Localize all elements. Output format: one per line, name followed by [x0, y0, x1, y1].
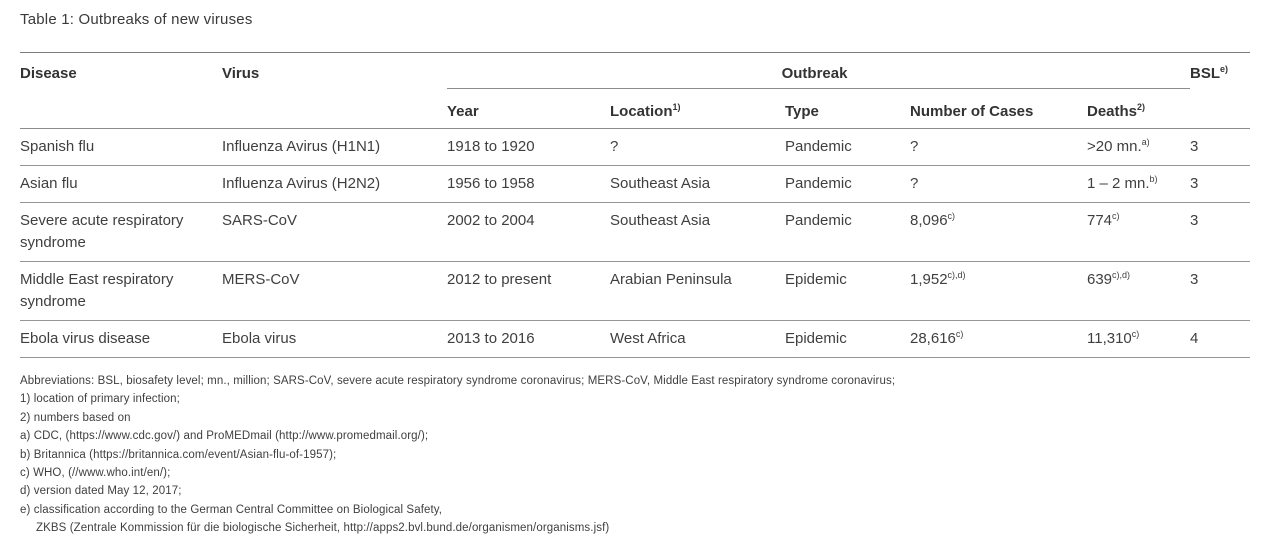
cell-value: 3	[1190, 212, 1199, 229]
cell-type	[785, 262, 910, 321]
footnote-marker: c)	[955, 329, 964, 339]
cell-cases	[910, 262, 1087, 321]
col-header-location	[610, 89, 785, 129]
cell-disease	[20, 203, 222, 262]
col-header-year	[447, 89, 610, 129]
cell-value: Pandemic	[785, 138, 852, 155]
col-header-cases-label: Number of Cases	[910, 103, 1034, 120]
col-header-virus-label: Virus	[222, 65, 260, 82]
cell-value: 1,952	[910, 271, 948, 288]
cell-value: 1918 to 1920	[447, 138, 535, 155]
cell-value: Asian flu	[20, 175, 78, 192]
cell-disease	[20, 166, 222, 203]
cell-cases	[910, 321, 1087, 358]
cell-deaths	[1087, 166, 1190, 203]
col-header-deaths-label: Deaths	[1087, 103, 1138, 120]
cell-cases	[910, 166, 1087, 203]
cell-bsl	[1190, 129, 1250, 166]
footnote-line: 1) location of primary infection;	[20, 393, 180, 406]
col-header-bsl-label: BSL	[1190, 65, 1221, 82]
table-row	[20, 321, 1250, 358]
table-title: Table 1: Outbreaks of new viruses	[20, 11, 253, 28]
cell-value: Southeast Asia	[610, 175, 711, 192]
cell-year	[447, 203, 610, 262]
col-header-deaths-note: 2)	[1137, 102, 1146, 112]
cell-virus	[222, 129, 447, 166]
cell-disease	[20, 321, 222, 358]
cell-value: >20 mn.	[1087, 138, 1142, 155]
cell-type	[785, 321, 910, 358]
cell-value: West Africa	[610, 330, 686, 347]
cell-virus	[222, 321, 447, 358]
footnote-marker: c),d)	[1112, 270, 1131, 280]
cell-cases	[910, 203, 1087, 262]
cell-value: 11,310	[1087, 330, 1132, 347]
col-header-disease-label: Disease	[20, 65, 77, 82]
cell-value: MERS-CoV	[222, 271, 300, 288]
col-header-location-label: Location	[610, 103, 673, 120]
col-header-cases	[910, 89, 1087, 129]
footnote-line: 2) numbers based on	[20, 411, 131, 424]
cell-value: ?	[610, 138, 619, 155]
cell-type	[785, 166, 910, 203]
cell-deaths	[1087, 129, 1190, 166]
cell-location	[610, 203, 785, 262]
cell-value: Ebola virus disease	[20, 330, 151, 347]
cell-value: Influenza Avirus (H1N1)	[222, 138, 381, 155]
cell-value: 4	[1190, 330, 1199, 347]
cell-year	[447, 321, 610, 358]
cell-value: Spanish flu	[20, 138, 95, 155]
cell-value: 3	[1190, 138, 1199, 155]
cell-value: 2013 to 2016	[447, 330, 535, 347]
cell-cases	[910, 129, 1087, 166]
footnote-line: d) version dated May 12, 2017;	[20, 485, 182, 498]
cell-bsl	[1190, 321, 1250, 358]
cell-value: Influenza Avirus (H2N2)	[222, 175, 381, 192]
cell-virus	[222, 262, 447, 321]
footnote-line: b) Britannica (https://britannica.com/event/Asian-flu-of-1957);	[20, 448, 337, 461]
footnote-marker: a)	[1141, 137, 1150, 147]
cell-type	[785, 203, 910, 262]
cell-location	[610, 321, 785, 358]
cell-bsl	[1190, 166, 1250, 203]
table-header	[20, 53, 1250, 129]
cell-disease	[20, 262, 222, 321]
cell-value: 2012 to present	[447, 271, 552, 288]
col-header-bsl	[1190, 53, 1250, 129]
table-row	[20, 262, 1250, 321]
cell-value: Pandemic	[785, 175, 852, 192]
cell-value: 8,096	[910, 212, 948, 229]
cell-disease	[20, 129, 222, 166]
footnote-marker: b)	[1149, 174, 1158, 184]
outbreak-table	[20, 52, 1250, 358]
cell-bsl	[1190, 203, 1250, 262]
footnote-marker: c)	[1112, 211, 1120, 221]
cell-deaths	[1087, 321, 1190, 358]
col-header-bsl-note: e)	[1220, 64, 1229, 74]
cell-value: Ebola virus	[222, 330, 297, 347]
cell-value: 28,616	[910, 330, 956, 347]
cell-value: 774	[1087, 212, 1113, 229]
col-header-disease	[20, 53, 222, 129]
cell-value: 1 – 2 mn.	[1087, 175, 1150, 192]
cell-virus	[222, 203, 447, 262]
col-header-outbreak-label: Outbreak	[781, 65, 848, 82]
cell-value: 3	[1190, 271, 1199, 288]
footnote-line: Abbreviations: BSL, biosafety level; mn., million; SARS-CoV, severe acute respiratory syndrome coronavirus; MERS-CoV, Middle East respiratory syndrome coronavirus;	[20, 375, 896, 387]
table-row	[20, 166, 1250, 203]
cell-location	[610, 129, 785, 166]
table-row	[20, 129, 1250, 166]
cell-value: Middle East respiratory syndrome	[20, 271, 174, 310]
table-body	[20, 129, 1250, 358]
header-group-row	[20, 53, 1250, 89]
cell-value: ?	[910, 175, 919, 192]
col-header-virus	[222, 53, 447, 129]
table-row	[20, 203, 1250, 262]
footnotes	[20, 372, 1250, 538]
cell-location	[610, 166, 785, 203]
cell-deaths	[1087, 262, 1190, 321]
cell-value: 2002 to 2004	[447, 212, 535, 229]
footnote-line: c) WHO, (//www.who.int/en/);	[20, 467, 171, 480]
footnote-line: e) classification according to the German Central Committee on Biological Safety,	[20, 503, 443, 516]
cell-value: Arabian Peninsula	[610, 271, 732, 288]
cell-deaths	[1087, 203, 1190, 262]
cell-value: ?	[910, 138, 919, 155]
cell-value: 3	[1190, 175, 1199, 192]
cell-type	[785, 129, 910, 166]
cell-value: Southeast Asia	[610, 212, 711, 229]
cell-value: 639	[1087, 271, 1113, 288]
col-header-type-label: Type	[785, 103, 819, 120]
footnote-marker: c),d)	[947, 270, 966, 280]
cell-value: Severe acute respiratory syndrome	[20, 212, 184, 251]
footnote-marker: c)	[947, 211, 956, 221]
col-header-outbreak-group	[447, 53, 1190, 89]
cell-value: Epidemic	[785, 330, 847, 347]
footnote-line: ZKBS (Zentrale Kommission für die biologische Sicherheit, http://apps2.bvl.bund.de/organismen/organisms.jsf)	[36, 522, 610, 535]
cell-year	[447, 166, 610, 203]
cell-value: Epidemic	[785, 271, 847, 288]
cell-value: 1956 to 1958	[447, 175, 535, 192]
cell-year	[447, 129, 610, 166]
cell-location	[610, 262, 785, 321]
footnote-marker: c)	[1131, 329, 1140, 339]
col-header-deaths	[1087, 89, 1190, 129]
cell-value: SARS-CoV	[222, 212, 298, 229]
col-header-year-label: Year	[447, 103, 479, 120]
cell-value: Pandemic	[785, 212, 852, 229]
col-header-type	[785, 89, 910, 129]
footnote-line: a) CDC, (https://www.cdc.gov/) and ProMEDmail (http://www.promedmail.org/);	[20, 430, 429, 443]
cell-bsl	[1190, 262, 1250, 321]
cell-virus	[222, 166, 447, 203]
col-header-location-note: 1)	[672, 102, 681, 112]
cell-year	[447, 262, 610, 321]
